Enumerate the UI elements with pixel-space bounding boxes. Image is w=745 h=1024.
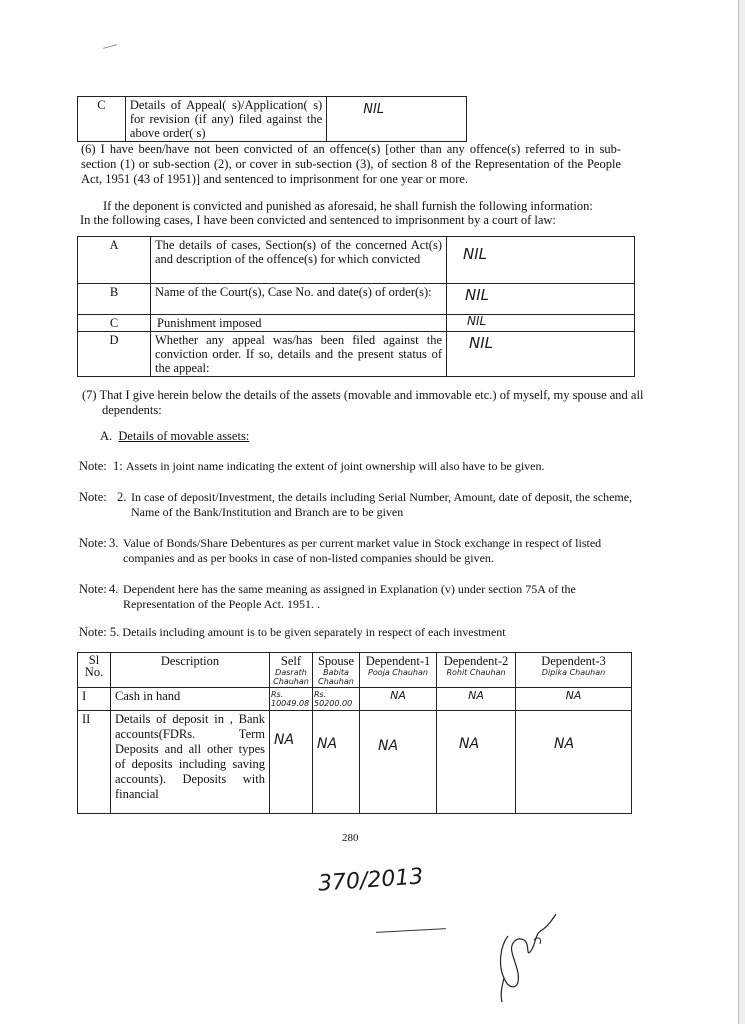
row-sl: I bbox=[78, 688, 111, 711]
row-spouse: NA bbox=[313, 711, 360, 814]
row-value: NIL bbox=[447, 332, 635, 377]
section-a-prefix: A. bbox=[100, 429, 113, 443]
row-dep1: NA bbox=[360, 711, 437, 814]
deponent-line-1: If the deponent is convicted and punished as aforesaid, he shall furnish the following information: bbox=[103, 199, 593, 213]
note-number: 3. bbox=[109, 536, 119, 550]
row-text: Name of the Court(s), Case No. and date(s) of order(s): bbox=[151, 284, 447, 315]
row-sl: II bbox=[78, 711, 111, 814]
row-description: Cash in hand bbox=[111, 688, 270, 711]
row-text: Punishment imposed bbox=[151, 315, 447, 332]
handwritten-file-number: 370/2013 bbox=[317, 864, 425, 897]
table-row bbox=[78, 711, 632, 814]
header-dep2-label: Dependent-2 bbox=[443, 654, 509, 668]
dep1-name: Pooja Chauhan bbox=[368, 668, 428, 677]
row-label: C bbox=[78, 315, 151, 332]
note-text: Value of Bonds/Share Debentures as per current market value in Stock exchange in respect of listed companies and as per books in case of non-listed companies should be given. bbox=[123, 536, 602, 565]
deponent-line-2: In the following cases, I have been convicted and sentenced to imprisonment by a court of law: bbox=[80, 213, 556, 227]
row-spouse: Rs. 50200.00 bbox=[313, 688, 360, 711]
header-dependent-1 bbox=[360, 653, 437, 688]
table-row bbox=[78, 284, 635, 315]
header-dep1-label: Dependent-1 bbox=[365, 654, 431, 668]
note-lead: Note: bbox=[79, 625, 107, 639]
row-dep2: NA bbox=[437, 688, 516, 711]
row-label: D bbox=[78, 332, 151, 377]
row-text: Whether any appeal was/has been filed against the conviction order. If so, details and the present status of the appeal: bbox=[151, 332, 447, 377]
table-row bbox=[78, 332, 635, 377]
header-sl: Sl No. bbox=[78, 653, 111, 688]
row-text: The details of cases, Section(s) of the concerned Act(s) and description of the offence(s) for which convicted bbox=[151, 237, 447, 284]
section-a-title: Details of movable assets: bbox=[118, 429, 250, 443]
row-value: NIL bbox=[447, 284, 635, 315]
note-lead: Note: bbox=[79, 459, 107, 473]
note-lead: Note: bbox=[79, 536, 107, 550]
paragraph-6: (6) I have been/have not been convicted of an offence(s) [other than any offence(s) referred to in sub-section (1) or sub-section (2), or cover in sub-section (3), of section 8 of the Representation of the People Act, 1951 (43 of 1951)] and sentenced to imprisonment for one year or more. bbox=[81, 142, 621, 186]
table-header-row bbox=[78, 653, 632, 688]
note-4 bbox=[79, 582, 639, 612]
underline-stroke bbox=[376, 928, 446, 933]
row-dep3: NA bbox=[516, 688, 632, 711]
note-number: 5. bbox=[109, 625, 120, 639]
dep2-name: Rohit Chauhan bbox=[446, 668, 506, 677]
self-name: Dasrath Chauhan bbox=[273, 668, 309, 686]
header-spouse-label: Spouse bbox=[317, 654, 355, 668]
header-self-label: Self bbox=[280, 654, 302, 668]
note-2 bbox=[79, 490, 639, 520]
note-number: 4. bbox=[109, 582, 119, 596]
table-row bbox=[78, 237, 635, 284]
header-dependent-3 bbox=[516, 653, 632, 688]
row-value: NIL bbox=[447, 237, 635, 284]
note-number: 1: bbox=[113, 459, 123, 473]
note-1 bbox=[79, 459, 639, 474]
header-description: Description bbox=[111, 653, 270, 688]
row-dep1: NA bbox=[360, 688, 437, 711]
page-number: 280 bbox=[342, 832, 359, 844]
note-text: Assets in joint name indicating the extent of joint ownership will also have to be given. bbox=[125, 459, 545, 473]
section-a-heading bbox=[100, 429, 249, 444]
dep3-name: Dipika Chauhan bbox=[541, 668, 606, 677]
table-row bbox=[78, 688, 632, 711]
paragraph-7-text: (7) That I give herein below the details of the assets (movable and immovable etc.) of myself, my spouse and all dependents: bbox=[82, 388, 644, 417]
note-3 bbox=[79, 536, 639, 566]
appeal-table bbox=[77, 96, 467, 142]
note-text: Details including amount is to be given separately in respect of each investment bbox=[122, 625, 506, 639]
note-5 bbox=[79, 625, 639, 640]
header-spouse bbox=[313, 653, 360, 688]
row-self: NA bbox=[270, 711, 313, 814]
header-self bbox=[270, 653, 313, 688]
signature-icon bbox=[490, 906, 570, 1006]
conviction-table bbox=[77, 236, 635, 377]
scan-mark bbox=[103, 44, 117, 49]
appeal-text: Details of Appeal( s)/Application( s) for revision (if any) filed against the above order( s) bbox=[125, 97, 326, 142]
spouse-name: Babita Chauhan bbox=[318, 668, 354, 686]
row-dep3: NA bbox=[516, 711, 632, 814]
row-self: Rs. 10049.08 bbox=[270, 688, 313, 711]
note-lead: Note: bbox=[79, 490, 107, 504]
row-dep2: NA bbox=[437, 711, 516, 814]
appeal-value: NIL bbox=[327, 97, 467, 142]
row-description: Details of deposit in , Bank accounts(FDRs. Term Deposits and all other types of deposits including saving accounts). Deposits with financial bbox=[111, 711, 270, 814]
note-lead: Note: bbox=[79, 582, 107, 596]
header-dep3-label: Dependent-3 bbox=[541, 654, 606, 668]
row-value: NIL bbox=[447, 315, 635, 332]
note-text: In case of deposit/Investment, the details including Serial Number, Amount, date of deposit, the scheme, Name of the Bank/Institution and Branch are to be given bbox=[131, 490, 633, 519]
row-label: A bbox=[78, 237, 151, 284]
note-number: 2. bbox=[117, 490, 127, 504]
header-dependent-2 bbox=[437, 653, 516, 688]
paragraph-7 bbox=[82, 388, 654, 418]
assets-table bbox=[77, 652, 632, 814]
table-row bbox=[78, 315, 635, 332]
note-text: Dependent here has the same meaning as assigned in Explanation (v) under section 75A of the Representation of the People Act. 1951. . bbox=[123, 582, 576, 611]
row-label: B bbox=[78, 284, 151, 315]
appeal-label: C bbox=[78, 97, 126, 142]
scan-edge bbox=[738, 0, 745, 1024]
